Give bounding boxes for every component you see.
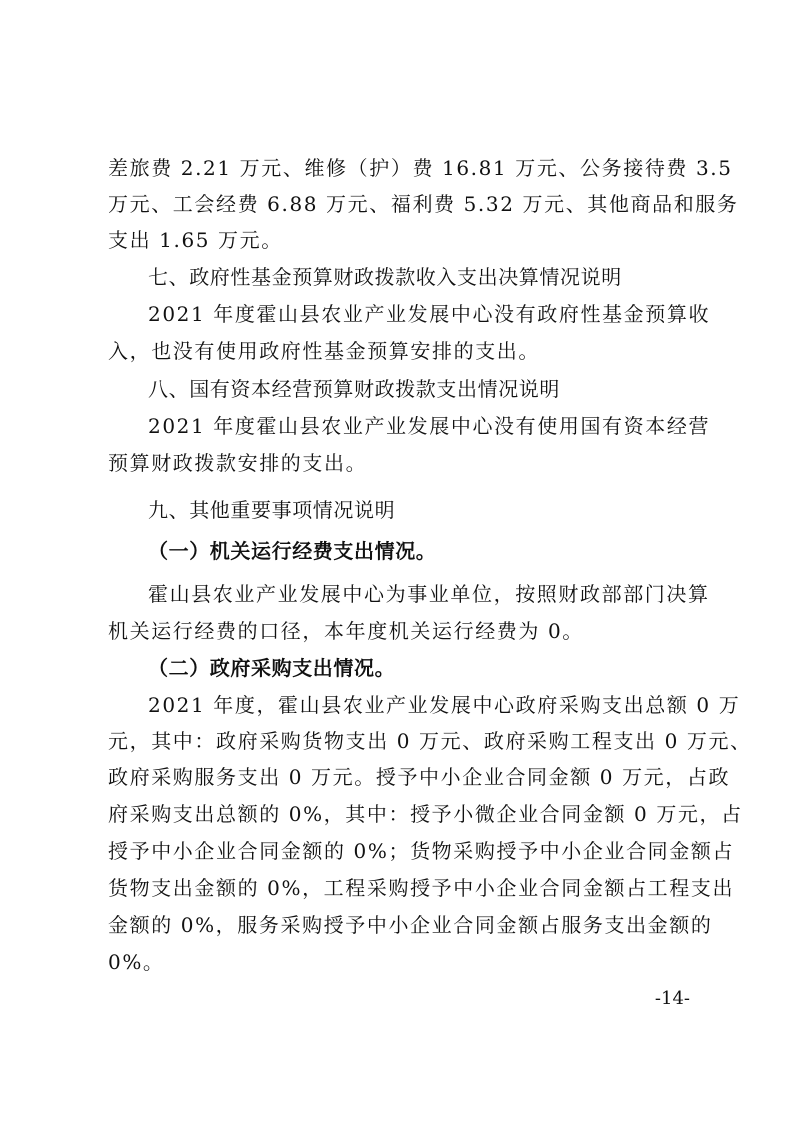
- body-text-line: 2021 年度，霍山县农业产业发展中心政府采购支出总额 0 万: [148, 693, 741, 717]
- body-text-line: 政府采购服务支出 0 万元。授予中小企业合同金额 0 万元，占政: [108, 765, 731, 789]
- body-text-line: 支出 1.65 万元。: [108, 228, 283, 252]
- body-text-line: 元，其中：政府采购货物支出 0 万元、政府采购工程支出 0 万元、: [108, 729, 752, 753]
- body-text-line: 货物支出金额的 0%，工程采购授予中小企业合同金额占工程支出: [108, 876, 735, 900]
- body-text-line: 授予中小企业合同金额的 0%；货物采购授予中小企业合同金额占: [108, 839, 735, 863]
- body-text-line: 2021 年度霍山县农业产业发展中心没有政府性基金预算收: [148, 302, 711, 326]
- subheading-2: （二）政府采购支出情况。: [148, 656, 396, 680]
- page-number: -14-: [654, 988, 690, 1009]
- body-text-line: 霍山县农业产业发展中心为事业单位，按照财政部部门决算: [148, 582, 710, 606]
- body-text-line: 府采购支出总额的 0%，其中：授予小微企业合同金额 0 万元，占: [108, 802, 743, 826]
- body-text-line: 入，也没有使用政府性基金预算安排的支出。: [108, 339, 540, 363]
- body-text-line: 万元、工会经费 6.88 万元、福利费 5.32 万元、其他商品和服务: [108, 192, 739, 216]
- body-text-line: 预算财政拨款安排的支出。: [108, 451, 368, 475]
- body-text-line: 金额的 0%，服务采购授予中小企业合同金额占服务支出金额的: [108, 913, 713, 937]
- section-heading-9: 九、其他重要事项情况说明: [148, 498, 396, 522]
- section-heading-7: 七、政府性基金预算财政拨款收入支出决算情况说明: [148, 265, 622, 289]
- body-text-line: 差旅费 2.21 万元、维修（护）费 16.81 万元、公务接待费 3.5: [108, 156, 733, 180]
- body-text-line: 机关运行经费的口径，本年度机关运行经费为 0。: [108, 619, 584, 643]
- subheading-1: （一）机关运行经费支出情况。: [148, 539, 437, 563]
- body-text-line: 0%。: [108, 950, 165, 974]
- section-heading-8: 八、国有资本经营预算财政拨款支出情况说明: [148, 377, 560, 401]
- body-text-line: 2021 年度霍山县农业产业发展中心没有使用国有资本经营: [148, 414, 711, 438]
